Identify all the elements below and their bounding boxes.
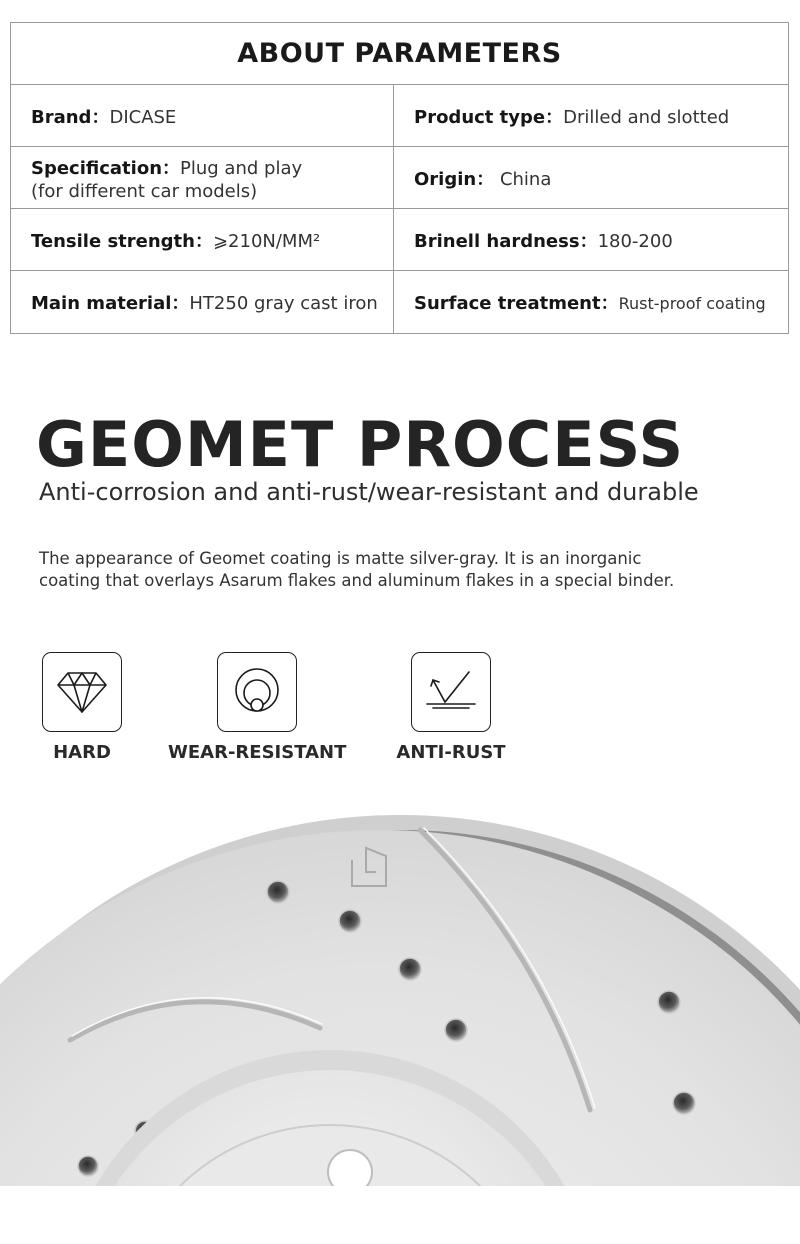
param-key: Brinell hardness： [414, 230, 598, 252]
feature-label: WEAR-RESISTANT [168, 742, 347, 763]
diamond-icon [42, 652, 122, 732]
param-key: Specification： [31, 157, 181, 179]
feature-wear-resistant [168, 652, 346, 763]
param-value: ⩾210N/MM² [212, 230, 321, 252]
param-key: Main material： [31, 293, 190, 314]
feature-hard [42, 652, 122, 763]
param-key: Tensile strength： [31, 230, 213, 252]
param-value: Rust-proof coating [618, 294, 766, 313]
feature-anti-rust [396, 652, 506, 763]
parameters-grid [11, 85, 788, 333]
feature-label: ANTI-RUST [396, 742, 506, 763]
param-key: Brand： [31, 106, 110, 128]
wear-rings-icon [217, 652, 297, 732]
param-value: Plug and play [180, 157, 303, 179]
brake-disc-image [0, 800, 800, 1186]
anti-rust-check-icon [411, 652, 491, 732]
param-value-line2: (for different car models) [31, 180, 258, 202]
param-value: 180-200 [597, 230, 673, 252]
parameters-table [10, 22, 789, 334]
param-key: Product type： [414, 106, 564, 128]
geomet-description-line: coating that overlays Asarum flakes and aluminum flakes in a special binder. [39, 571, 675, 590]
param-key: Origin： [414, 168, 495, 190]
parameters-title: ABOUT PARAMETERS [11, 23, 788, 85]
param-value: Drilled and slotted [563, 106, 730, 128]
param-value: DICASE [109, 106, 177, 128]
param-tensile-strength [11, 209, 394, 271]
param-brand [11, 85, 394, 147]
param-specification [11, 147, 394, 209]
geomet-title: GEOMET PROCESS [36, 408, 685, 481]
param-product-type [394, 85, 788, 147]
feature-label: HARD [53, 742, 111, 763]
geomet-description-line: The appearance of Geomet coating is matte silver-gray. It is an inorganic [39, 549, 642, 568]
param-brinell-hardness [394, 209, 788, 271]
param-origin [394, 147, 788, 209]
param-surface-treatment [394, 271, 788, 333]
param-value: China [494, 168, 552, 190]
param-key: Surface treatment： [414, 293, 619, 314]
geomet-subtitle: Anti-corrosion and anti-rust/wear-resistant and durable [39, 478, 699, 506]
geomet-description [39, 548, 719, 592]
param-main-material [11, 271, 394, 333]
param-value: HT250 gray cast iron [189, 293, 378, 314]
